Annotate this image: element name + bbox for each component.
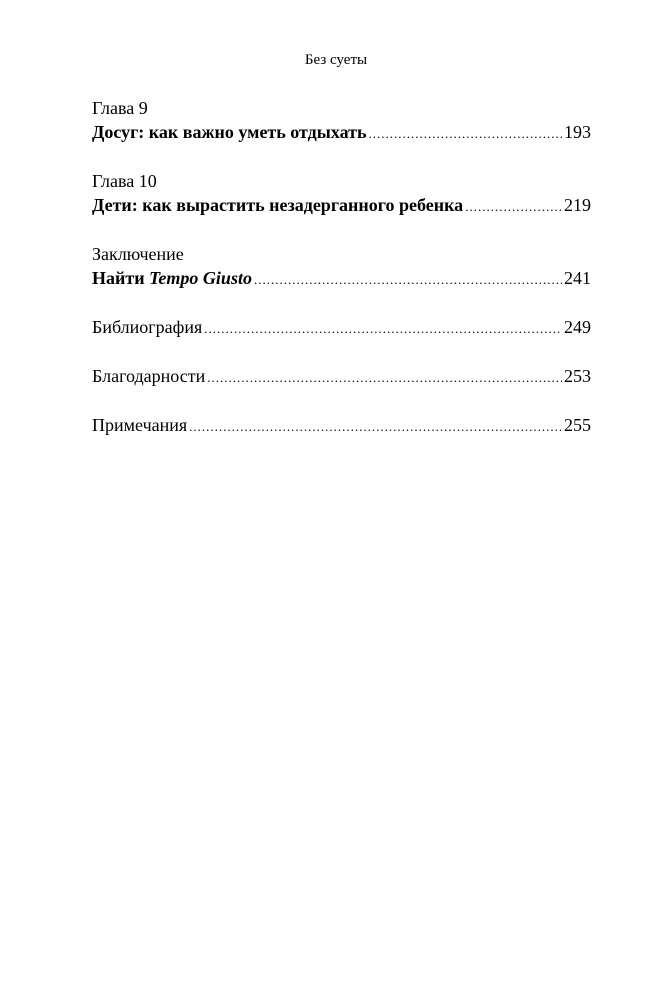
toc-line[interactable] — [92, 413, 591, 439]
dot-leader — [189, 415, 562, 439]
table-of-contents — [92, 96, 591, 439]
toc-entry-notes — [92, 413, 591, 439]
running-head: Без суеты — [304, 52, 368, 68]
acknowledgements-title: Благодарности — [92, 366, 206, 386]
page-number: 249 — [564, 317, 591, 337]
toc-line[interactable] — [92, 315, 591, 341]
page-number: 253 — [564, 366, 591, 386]
dot-leader — [465, 195, 562, 219]
toc-entry-conclusion — [92, 242, 591, 292]
conclusion-title-emphasis: Tempo Giusto — [149, 268, 252, 288]
chapter-label: Глава 10 — [92, 171, 157, 191]
toc-entry-chapter-10 — [92, 169, 591, 219]
chapter-label: Глава 9 — [92, 98, 148, 118]
toc-line[interactable] — [92, 193, 591, 219]
conclusion-label: Заключение — [92, 244, 184, 264]
bibliography-title: Библиография — [92, 317, 203, 337]
chapter-title: Досуг: как важно уметь отдыхать — [92, 122, 367, 142]
dot-leader — [368, 122, 562, 146]
page-number: 255 — [564, 415, 591, 435]
toc-entry-chapter-9 — [92, 96, 591, 146]
notes-title: Примечания — [92, 415, 188, 435]
page-number: 241 — [564, 268, 591, 288]
conclusion-title-prefix: Найти — [92, 268, 150, 288]
conclusion-title — [92, 266, 252, 290]
dot-leader — [207, 366, 562, 390]
toc-line[interactable] — [92, 120, 591, 146]
chapter-title: Дети: как вырастить незадерганного ребенка — [92, 195, 464, 215]
page-number: 219 — [564, 195, 591, 215]
toc-line[interactable] — [92, 364, 591, 390]
toc-line[interactable] — [92, 266, 591, 292]
toc-entry-acknowledgements — [92, 364, 591, 390]
dot-leader — [204, 317, 562, 341]
page-number: 193 — [564, 122, 591, 142]
toc-entry-bibliography — [92, 315, 591, 341]
dot-leader — [254, 268, 562, 292]
